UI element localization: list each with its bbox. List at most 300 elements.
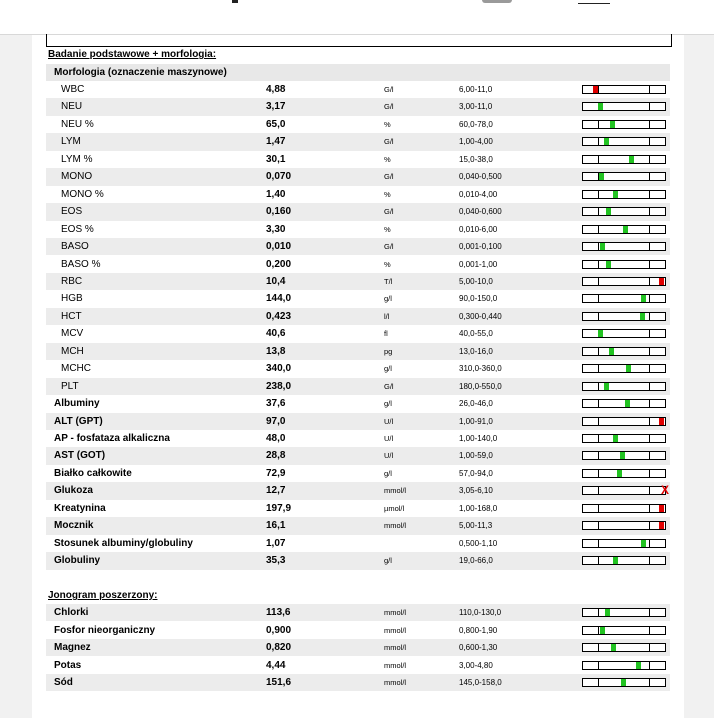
- test-unit: G/l: [384, 85, 394, 94]
- table-row: [46, 604, 670, 621]
- reference-range: 3,05-6,10: [459, 486, 493, 496]
- test-value: 3,30: [266, 223, 286, 235]
- test-name: Potas: [54, 659, 82, 671]
- range-limit-tick: [598, 522, 599, 529]
- range-limit-tick: [598, 557, 599, 564]
- range-gauge: [582, 399, 666, 408]
- range-limit-tick: [649, 86, 650, 93]
- range-gauge: [582, 678, 666, 687]
- range-limit-tick: [598, 383, 599, 390]
- range-gauge: [582, 294, 666, 303]
- range-limit-tick: [649, 313, 650, 320]
- table-row: [46, 168, 670, 185]
- value-marker: [641, 295, 646, 302]
- range-gauge: [582, 608, 666, 617]
- range-limit-tick: [649, 452, 650, 459]
- range-gauge: [582, 242, 666, 251]
- value-marker: [617, 470, 622, 477]
- range-limit-tick: [598, 208, 599, 215]
- test-name: Kreatynina: [54, 502, 106, 514]
- table-row: [46, 413, 670, 430]
- table-row: [46, 500, 670, 517]
- reference-range: 57,0-94,0: [459, 468, 493, 478]
- range-gauge: [582, 312, 666, 321]
- test-unit: fl: [384, 329, 388, 339]
- range-limit-tick: [649, 487, 650, 494]
- table-row: [46, 552, 670, 569]
- reference-range: 0,500-1,10: [459, 538, 498, 548]
- test-value: 113,6: [266, 607, 291, 618]
- value-marker: [659, 418, 664, 425]
- toolbar-glyph: [232, 0, 238, 3]
- test-name: NEU: [61, 101, 83, 113]
- reference-range: 0,001-1,00: [459, 259, 498, 269]
- value-marker: [604, 138, 609, 145]
- range-limit-tick: [598, 487, 599, 494]
- test-name: Mocznik: [54, 520, 94, 532]
- range-limit-tick: [598, 452, 599, 459]
- range-limit-tick: [649, 208, 650, 215]
- test-value: 4,88: [266, 84, 286, 95]
- reference-range: 3,00-4,80: [459, 660, 493, 670]
- test-value: 1,47: [266, 136, 286, 148]
- range-limit-tick: [649, 644, 650, 651]
- range-gauge: [582, 155, 666, 164]
- range-gauge: [582, 364, 666, 373]
- range-gauge: [582, 539, 666, 548]
- test-unit: G/l: [384, 381, 394, 391]
- range-limit-tick: [649, 435, 650, 442]
- value-marker: [641, 540, 646, 547]
- value-marker: [613, 191, 618, 198]
- test-value: 0,900: [266, 624, 292, 636]
- range-limit-tick: [598, 313, 599, 320]
- reference-range: 180,0-550,0: [459, 381, 502, 391]
- range-limit-tick: [649, 243, 650, 250]
- test-unit: g/l: [384, 294, 392, 304]
- value-marker: [626, 365, 631, 372]
- range-gauge: [582, 451, 666, 460]
- reference-range: 3,00-11,0: [459, 102, 493, 112]
- test-unit: %: [384, 259, 391, 269]
- range-limit-tick: [598, 418, 599, 425]
- range-gauge: [582, 277, 666, 286]
- test-name: MCV: [61, 328, 84, 340]
- range-limit-tick: [649, 365, 650, 372]
- value-marker: [611, 644, 616, 651]
- range-gauge: [582, 469, 666, 478]
- test-name: Fosfor nieorganiczny: [54, 624, 156, 636]
- test-unit: mmol/l: [384, 521, 407, 531]
- test-value: 16,1: [266, 520, 286, 532]
- reference-range: 0,040-0,600: [459, 207, 502, 217]
- test-name: Białko całkowite: [54, 467, 132, 479]
- table-row: [46, 256, 670, 273]
- test-name: Chlorki: [54, 607, 89, 618]
- reference-range: 6,00-11,0: [459, 85, 493, 94]
- reference-range: 5,00-10,0: [459, 276, 493, 286]
- range-limit-tick: [598, 348, 599, 355]
- test-value: 40,6: [266, 328, 286, 340]
- value-marker: [598, 103, 603, 110]
- reference-range: 15,0-38,0: [459, 154, 493, 164]
- test-name: LYM %: [61, 153, 93, 165]
- value-marker: [613, 557, 618, 564]
- reference-range: 0,010-4,00: [459, 189, 498, 199]
- value-marker: [606, 208, 611, 215]
- range-limit-tick: [649, 609, 650, 616]
- test-value: 1,07: [266, 537, 286, 549]
- test-value: 151,6: [266, 677, 292, 688]
- table-row: [46, 657, 670, 674]
- range-limit-tick: [649, 679, 650, 686]
- value-marker: [659, 278, 664, 285]
- range-limit-tick: [649, 627, 650, 634]
- range-gauge: [582, 382, 666, 391]
- out-of-range-x-icon: X: [661, 483, 670, 498]
- test-name: MCHC: [61, 363, 91, 375]
- test-unit: g/l: [384, 399, 392, 409]
- test-unit: G/l: [384, 242, 394, 252]
- reference-range: 90,0-150,0: [459, 294, 498, 304]
- range-gauge: [582, 643, 666, 652]
- range-limit-tick: [598, 540, 599, 547]
- range-gauge: [582, 120, 666, 129]
- test-value: 72,9: [266, 467, 286, 479]
- reference-range: 1,00-59,0: [459, 451, 493, 461]
- test-value: 197,9: [266, 502, 292, 514]
- test-name: RBC: [61, 275, 83, 287]
- value-marker: [599, 173, 604, 180]
- test-name: MCH: [61, 345, 84, 357]
- test-name: Glukoza: [54, 485, 93, 497]
- range-gauge: [582, 661, 666, 670]
- value-marker: [640, 313, 645, 320]
- range-gauge: [582, 417, 666, 426]
- value-marker: [609, 348, 614, 355]
- range-gauge: [582, 102, 666, 111]
- range-limit-tick: [598, 470, 599, 477]
- reference-range: 1,00-168,0: [459, 503, 498, 513]
- test-unit: mmol/l: [384, 486, 407, 496]
- range-limit-tick: [598, 435, 599, 442]
- reference-range: 1,00-140,0: [459, 434, 498, 443]
- test-unit: %: [384, 154, 391, 164]
- range-limit-tick: [649, 330, 650, 337]
- test-name: MONO %: [61, 188, 104, 200]
- range-limit-tick: [598, 86, 599, 93]
- value-marker: [659, 505, 664, 512]
- range-limit-tick: [649, 522, 650, 529]
- reference-range: 0,010-6,00: [459, 224, 498, 234]
- test-name: ALT (GPT): [54, 415, 103, 427]
- test-name: EOS %: [61, 223, 94, 235]
- table-row: [46, 98, 670, 115]
- range-limit-tick: [649, 470, 650, 477]
- range-gauge: [582, 137, 666, 146]
- test-value: 144,0: [266, 293, 292, 305]
- table-row: [46, 465, 670, 482]
- test-unit: g/l: [384, 556, 392, 566]
- table-row: [46, 221, 670, 238]
- test-unit: pg: [384, 346, 393, 356]
- range-gauge: [582, 521, 666, 530]
- table-row: [46, 639, 670, 656]
- range-gauge: [582, 556, 666, 565]
- range-limit-tick: [598, 138, 599, 145]
- table-row: [46, 116, 670, 133]
- test-unit: G/l: [384, 137, 394, 147]
- range-gauge: [582, 504, 666, 513]
- test-value: 1,40: [266, 188, 286, 200]
- table-row: [46, 622, 670, 639]
- test-value: 340,0: [266, 363, 292, 375]
- range-limit-tick: [598, 226, 599, 233]
- reference-range: 0,040-0,500: [459, 172, 502, 182]
- test-value: 0,070: [266, 171, 292, 183]
- reference-range: 13,0-16,0: [459, 346, 493, 356]
- range-limit-tick: [598, 243, 599, 250]
- test-value: 35,3: [266, 555, 286, 567]
- reference-range: 26,0-46,0: [459, 399, 493, 409]
- test-name: EOS: [61, 206, 83, 218]
- table-row: [46, 186, 670, 203]
- test-unit: G/l: [384, 102, 394, 112]
- value-marker: [623, 226, 628, 233]
- test-name: Magnez: [54, 642, 91, 653]
- table-row: [46, 517, 670, 534]
- toolbar-icon[interactable]: [578, 0, 610, 4]
- reference-range: 60,0-78,0: [459, 119, 493, 129]
- table-row: [46, 273, 670, 290]
- range-limit-tick: [649, 226, 650, 233]
- table-row: [46, 238, 670, 255]
- test-unit: G/l: [384, 172, 394, 182]
- test-value: 30,1: [266, 153, 286, 165]
- reference-range: 5,00-11,3: [459, 521, 493, 531]
- range-limit-tick: [649, 173, 650, 180]
- table-row: [46, 343, 670, 360]
- value-marker: [629, 156, 634, 163]
- test-value: 65,0: [266, 118, 286, 130]
- test-value: 3,17: [266, 101, 286, 113]
- range-limit-tick: [598, 121, 599, 128]
- range-limit-tick: [598, 156, 599, 163]
- range-gauge: [582, 434, 666, 443]
- reference-range: 0,800-1,90: [459, 625, 498, 635]
- value-marker: [625, 400, 630, 407]
- test-name: Albuminy: [54, 398, 100, 410]
- test-unit: mmol/l: [384, 643, 407, 652]
- table-row: [46, 360, 670, 377]
- value-marker: [620, 452, 625, 459]
- value-marker: [606, 261, 611, 268]
- range-limit-tick: [649, 103, 650, 110]
- test-value: 0,200: [266, 258, 292, 270]
- reference-range: 19,0-66,0: [459, 556, 493, 566]
- test-unit: %: [384, 189, 391, 199]
- reference-range: 110,0-130,0: [459, 608, 502, 617]
- range-limit-tick: [598, 365, 599, 372]
- range-limit-tick: [649, 295, 650, 302]
- value-marker: [604, 383, 609, 390]
- toolbar-button[interactable]: [482, 0, 512, 3]
- viewer-toolbar: [0, 0, 714, 35]
- range-gauge: [582, 347, 666, 356]
- test-name: AST (GOT): [54, 450, 106, 462]
- range-gauge: [582, 483, 670, 498]
- range-limit-tick: [649, 662, 650, 669]
- value-marker: [659, 522, 664, 529]
- range-limit-tick: [649, 138, 650, 145]
- test-unit: U/l: [384, 434, 394, 443]
- reference-range: 40,0-55,0: [459, 329, 493, 339]
- section-title-basic: Badanie podstawowe + morfologia:: [48, 49, 217, 60]
- table-row: [46, 447, 670, 464]
- value-marker: [600, 243, 605, 250]
- range-limit-tick: [649, 418, 650, 425]
- test-name: BASO: [61, 241, 89, 253]
- reference-range: 1,00-91,0: [459, 416, 493, 426]
- range-gauge: [582, 190, 666, 199]
- table-row: [46, 674, 670, 691]
- table-row: [46, 482, 670, 499]
- range-limit-tick: [598, 644, 599, 651]
- range-limit-tick: [649, 557, 650, 564]
- test-value: 97,0: [266, 415, 286, 427]
- table-row: [46, 325, 670, 342]
- test-value: 13,8: [266, 345, 286, 357]
- value-marker: [613, 435, 618, 442]
- test-unit: mmol/l: [384, 625, 407, 635]
- test-value: 4,44: [266, 659, 286, 671]
- range-limit-tick: [598, 662, 599, 669]
- value-marker: [610, 121, 615, 128]
- value-marker: [593, 86, 598, 93]
- reference-range: 145,0-158,0: [459, 678, 502, 687]
- test-value: 0,010: [266, 241, 292, 253]
- table-row: [46, 133, 670, 150]
- test-unit: l/l: [384, 311, 390, 321]
- test-name: MONO: [61, 171, 93, 183]
- test-value: 12,7: [266, 485, 286, 497]
- range-limit-tick: [598, 609, 599, 616]
- test-name: HCT: [61, 310, 82, 322]
- range-limit-tick: [649, 121, 650, 128]
- range-limit-tick: [649, 191, 650, 198]
- test-unit: U/l: [384, 416, 394, 426]
- table-row: [46, 203, 670, 220]
- range-limit-tick: [649, 348, 650, 355]
- test-unit: µmol/l: [384, 503, 405, 513]
- section-title-ionogram: Jonogram poszerzony:: [48, 590, 158, 601]
- range-limit-tick: [598, 191, 599, 198]
- value-marker: [605, 609, 610, 616]
- reference-range: 1,00-4,00: [459, 137, 493, 147]
- test-unit: G/l: [384, 207, 394, 217]
- range-limit-tick: [598, 627, 599, 634]
- test-unit: %: [384, 119, 391, 129]
- test-value: 238,0: [266, 380, 292, 392]
- range-limit-tick: [649, 156, 650, 163]
- table-row: [46, 290, 670, 307]
- value-marker: [636, 662, 641, 669]
- range-gauge: [582, 85, 666, 94]
- range-gauge: [582, 207, 666, 216]
- test-name: BASO %: [61, 258, 101, 270]
- test-name: HGB: [61, 293, 83, 305]
- test-unit: mmol/l: [384, 608, 407, 617]
- value-marker: [598, 330, 603, 337]
- test-unit: %: [384, 224, 391, 234]
- range-gauge: [582, 260, 666, 269]
- range-limit-tick: [649, 383, 650, 390]
- test-value: 10,4: [266, 275, 286, 287]
- test-value: 48,0: [266, 433, 286, 444]
- range-limit-tick: [649, 540, 650, 547]
- table-row: [46, 395, 670, 412]
- table-row: [46, 308, 670, 325]
- test-unit: U/l: [384, 451, 394, 461]
- group-title-morphology: Morfologia (oznaczenie maszynowe): [46, 64, 670, 81]
- test-value: 28,8: [266, 450, 286, 462]
- range-gauge: [582, 626, 666, 635]
- reference-range: 0,001-0,100: [459, 242, 502, 252]
- range-gauge: [582, 172, 666, 181]
- range-limit-tick: [649, 400, 650, 407]
- range-limit-tick: [598, 400, 599, 407]
- test-unit: g/l: [384, 364, 392, 374]
- range-limit-tick: [598, 278, 599, 285]
- table-row: [46, 535, 670, 552]
- test-value: 37,6: [266, 398, 286, 410]
- test-name: Stosunek albuminy/globuliny: [54, 537, 193, 549]
- reference-range: 310,0-360,0: [459, 364, 502, 374]
- range-gauge: [582, 329, 666, 338]
- value-marker: [621, 679, 626, 686]
- test-name: PLT: [61, 380, 79, 392]
- table-row: [46, 430, 670, 447]
- range-limit-tick: [649, 278, 650, 285]
- test-unit: T/l: [384, 276, 393, 286]
- reference-range: 0,300-0,440: [459, 311, 502, 321]
- range-limit-tick: [598, 295, 599, 302]
- range-limit-tick: [649, 505, 650, 512]
- range-limit-tick: [598, 261, 599, 268]
- test-name: AP - fosfataza alkaliczna: [54, 433, 170, 444]
- test-unit: mmol/l: [384, 660, 407, 670]
- range-limit-tick: [649, 261, 650, 268]
- test-value: 0,160: [266, 206, 292, 218]
- range-limit-tick: [598, 679, 599, 686]
- test-name: Sód: [54, 677, 73, 688]
- range-gauge: [582, 225, 666, 234]
- table-row: [46, 378, 670, 395]
- table-row: [46, 81, 670, 98]
- table-row: [46, 151, 670, 168]
- table-header-frame: [46, 34, 672, 47]
- test-name: NEU %: [61, 118, 94, 130]
- range-limit-tick: [598, 505, 599, 512]
- test-name: LYM: [61, 136, 81, 148]
- value-marker: [600, 627, 605, 634]
- test-unit: mmol/l: [384, 678, 407, 687]
- test-name: WBC: [61, 84, 85, 95]
- test-unit: g/l: [384, 468, 392, 478]
- test-value: 0,820: [266, 642, 292, 653]
- test-name: Globuliny: [54, 555, 101, 567]
- reference-range: 0,600-1,30: [459, 643, 498, 652]
